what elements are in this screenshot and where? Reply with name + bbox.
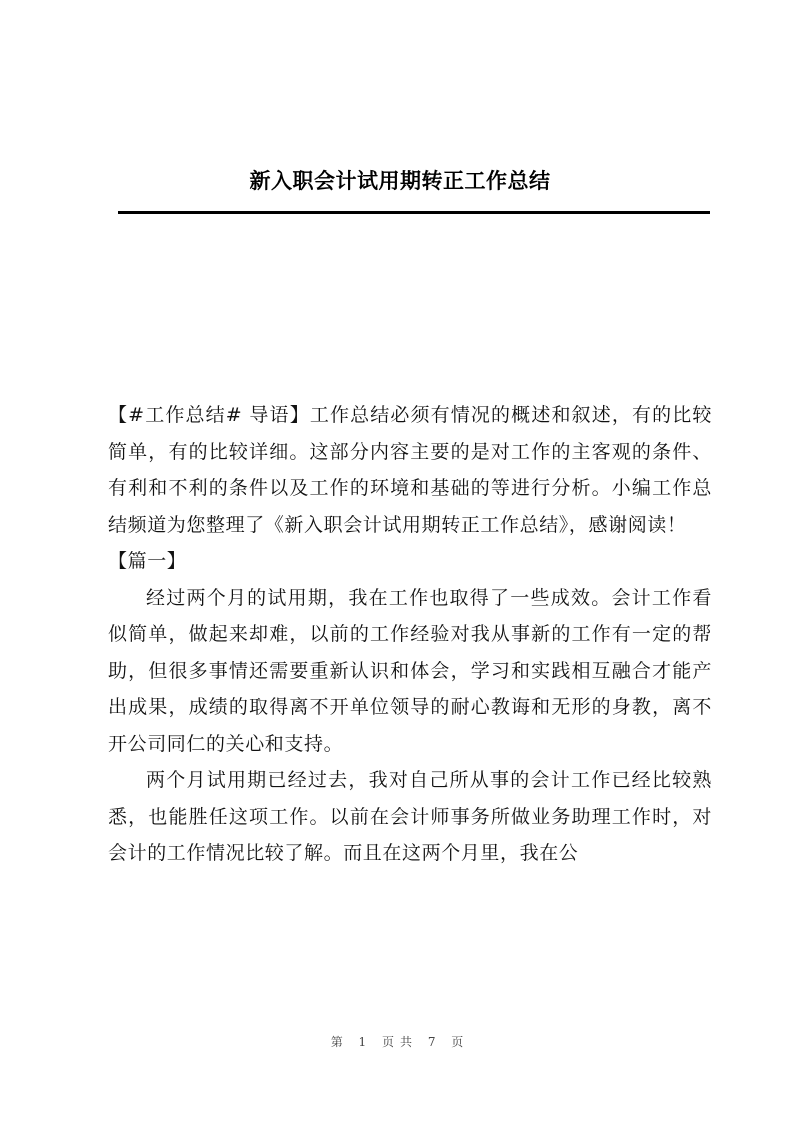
body-paragraph-2: 两个月试用期已经过去，我对自己所从事的会计工作已经比较熟悉，也能胜任这项工作。以前在会计师事务所做业务助理工作时，对会计的工作情况比较了解。而且在这两个月里，我在公 xyxy=(108,769,712,864)
body-paragraph-1: 经过两个月的试用期，我在工作也取得了一些成效。会计工作看似简单，做起来却难，以前的工作经验对我从事新的工作有一定的帮助，但很多事情还需要重新认识和体会，学习和实践相互融合才能产出成果，成绩的取得离不开单位领导的耐心教诲和无形的身教，离不开公司同仁的关心和支持。 xyxy=(108,586,712,755)
document-title: 新入职会计试用期转正工作总结 xyxy=(249,169,551,193)
section-heading: 【篇一】 xyxy=(108,550,187,572)
page-number-footer: 第 1 页共 7 页 xyxy=(330,1035,470,1049)
title-underline xyxy=(118,211,710,214)
document-body xyxy=(108,397,712,872)
intro-paragraph: 【#工作总结# 导语】工作总结必须有情况的概述和叙述，有的比较简单，有的比较详细。这部分内容主要的是对工作的主客观的条件、有利和不利的条件以及工作的环境和基础的等进行分析。小编工作总结频道为您整理了《新入职会计试用期转正工作总结》，感谢阅读！ xyxy=(108,404,712,536)
